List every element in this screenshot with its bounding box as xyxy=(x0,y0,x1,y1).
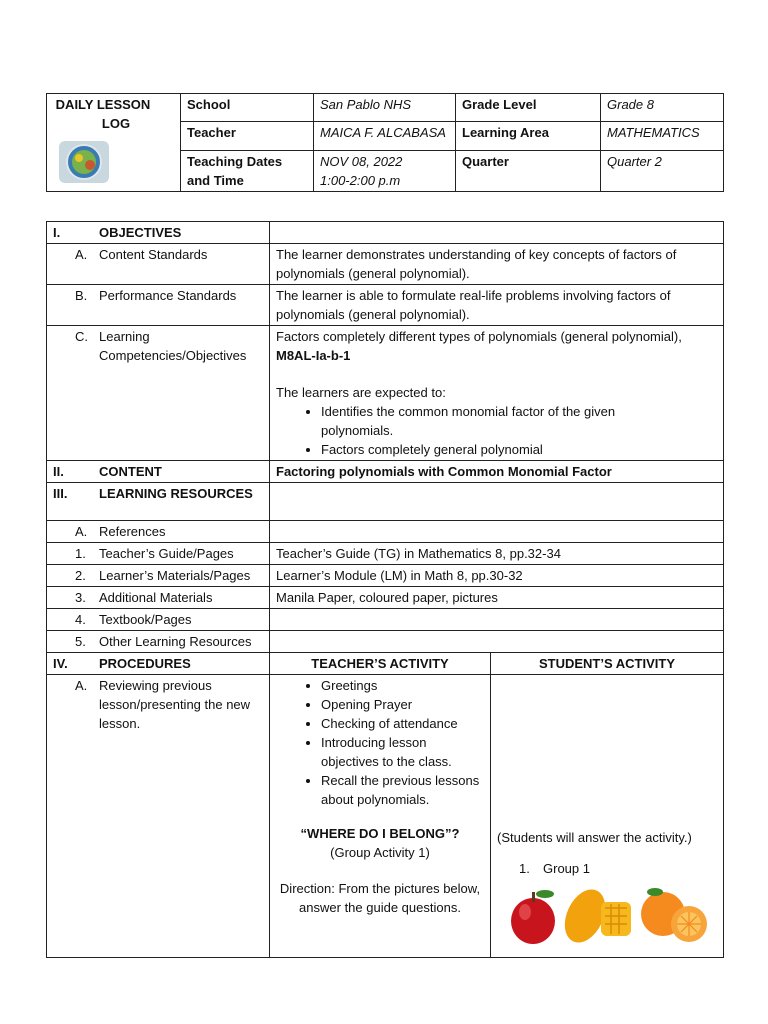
objectives-row xyxy=(47,222,724,244)
procedures-numeral: IV. xyxy=(53,656,68,671)
review-label: Reviewing previous lesson/presenting the new lesson. xyxy=(99,678,251,731)
competency-code: M8AL-Ia-b-1 xyxy=(276,348,351,363)
procedures-title: PROCEDURES xyxy=(99,656,191,671)
quarter-value: Quarter 2 xyxy=(601,151,724,192)
resource-label: Other Learning Resources xyxy=(99,634,252,649)
lesson-table xyxy=(46,221,724,958)
activity-direction: Direction: From the pictures below, answer the guide questions. xyxy=(279,881,481,915)
resource-value: Learner’s Module (LM) in Math 8, pp.30-32 xyxy=(270,565,724,587)
teacher-activity-cell xyxy=(270,675,491,958)
mango-icon xyxy=(557,884,631,948)
resource-value xyxy=(270,631,724,653)
school-value: San Pablo NHS xyxy=(314,94,456,122)
content-numeral: II. xyxy=(53,464,64,479)
apple-icon xyxy=(511,890,555,944)
student-activity-cell xyxy=(491,675,724,958)
resource-row xyxy=(47,565,724,587)
title-cell xyxy=(47,94,181,192)
area-label: Learning Area xyxy=(456,122,601,151)
objectives-title: OBJECTIVES xyxy=(99,225,182,240)
teacher-activity-item: • Introducing lesson objectives to the class. xyxy=(321,733,484,771)
performance-standards-letter: B. xyxy=(75,288,88,303)
review-row xyxy=(47,675,724,958)
dates-label-2: and Time xyxy=(187,173,244,188)
activity-title: “WHERE DO I BELONG”? xyxy=(300,826,460,841)
competencies-row xyxy=(47,326,724,461)
teacher-label: Teacher xyxy=(181,122,314,151)
content-row xyxy=(47,461,724,483)
competencies-letter: C. xyxy=(75,329,88,344)
content-standards-label: Content Standards xyxy=(99,247,208,262)
school-label: School xyxy=(181,94,314,122)
activity-subtitle: (Group Activity 1) xyxy=(330,845,430,860)
content-standards-text: The learner demonstrates understanding of key concepts of factors of polynomials (general polynomial). xyxy=(270,244,724,285)
dates-value xyxy=(314,151,456,192)
teacher-activity-item: • Greetings xyxy=(321,676,484,695)
resource-num: 1. xyxy=(75,546,86,561)
student-note: (Students will answer the activity.) xyxy=(497,830,692,845)
student-activity-heading: STUDENT’S ACTIVITY xyxy=(491,653,724,675)
procedures-row xyxy=(47,653,724,675)
school-logo xyxy=(59,141,109,183)
objective-bullet-list xyxy=(276,402,717,459)
objective-bullet: • Identifies the common monomial factor of the given polynomials. xyxy=(321,402,661,440)
teacher-value: MAICA F. ALCABASA xyxy=(314,122,456,151)
references-letter: A. xyxy=(75,524,88,539)
orange-icon xyxy=(641,888,707,942)
competencies-label: Learning Competencies/Objectives xyxy=(99,329,247,363)
review-letter: A. xyxy=(75,678,88,693)
resource-label: Textbook/Pages xyxy=(99,612,192,627)
resource-value: Teacher’s Guide (TG) in Mathematics 8, pp.32-34 xyxy=(270,543,724,565)
resource-value xyxy=(270,609,724,631)
group-label: Group 1 xyxy=(543,861,590,876)
objective-bullet: • Factors completely general polynomial xyxy=(321,440,717,459)
content-standards-letter: A. xyxy=(75,247,88,262)
dates-label-1: Teaching Dates xyxy=(187,154,283,169)
dates-value-2: 1:00-2:00 p.m xyxy=(320,173,401,188)
resource-row xyxy=(47,631,724,653)
content-title: CONTENT xyxy=(99,464,162,479)
teacher-activity-item: • Recall the previous lessons about polynomials. xyxy=(321,771,484,809)
group-num: 1. xyxy=(519,861,530,876)
teacher-activity-item: • Opening Prayer xyxy=(321,695,484,714)
header-table xyxy=(46,93,724,192)
content-text: Factoring polynomials with Common Monomial Factor xyxy=(270,461,724,483)
resource-num: 4. xyxy=(75,612,86,627)
resource-value: Manila Paper, coloured paper, pictures xyxy=(270,587,724,609)
teacher-activity-item: • Checking of attendance xyxy=(321,714,484,733)
references-label: References xyxy=(99,524,166,539)
grade-label: Grade Level xyxy=(456,94,601,122)
resource-row xyxy=(47,609,724,631)
resources-row xyxy=(47,483,724,521)
resource-row xyxy=(47,543,724,565)
resource-num: 2. xyxy=(75,568,86,583)
grade-value: Grade 8 xyxy=(601,94,724,122)
resources-numeral: III. xyxy=(53,486,68,501)
title-line2: LOG xyxy=(101,116,131,131)
resource-num: 5. xyxy=(75,634,86,649)
resource-label: Teacher’s Guide/Pages xyxy=(99,546,234,561)
resource-label: Learner’s Materials/Pages xyxy=(99,568,251,583)
resources-title: LEARNING RESOURCES xyxy=(99,486,253,501)
performance-standards-text: The learner is able to formulate real-life problems involving factors of polynomials (general polynomial). xyxy=(270,285,724,326)
fruit-pictures xyxy=(503,884,719,948)
teacher-activity-list xyxy=(276,676,484,809)
teacher-activity-heading: TEACHER’S ACTIVITY xyxy=(270,653,491,675)
resource-label: Additional Materials xyxy=(99,590,213,605)
resource-num: 3. xyxy=(75,590,86,605)
quarter-label: Quarter xyxy=(456,151,601,192)
competencies-text: Factors completely different types of polynomials (general polynomial), xyxy=(276,329,682,344)
learners-intro: The learners are expected to: xyxy=(276,385,446,400)
content-standards-row xyxy=(47,244,724,285)
references-row xyxy=(47,521,724,543)
performance-standards-row xyxy=(47,285,724,326)
dates-label xyxy=(181,151,314,192)
title-line1: DAILY LESSON xyxy=(55,97,151,112)
performance-standards-label: Performance Standards xyxy=(99,288,237,303)
resource-row xyxy=(47,587,724,609)
objectives-numeral: I. xyxy=(53,225,61,240)
area-value: MATHEMATICS xyxy=(601,122,724,151)
dates-value-1: NOV 08, 2022 xyxy=(320,154,403,169)
